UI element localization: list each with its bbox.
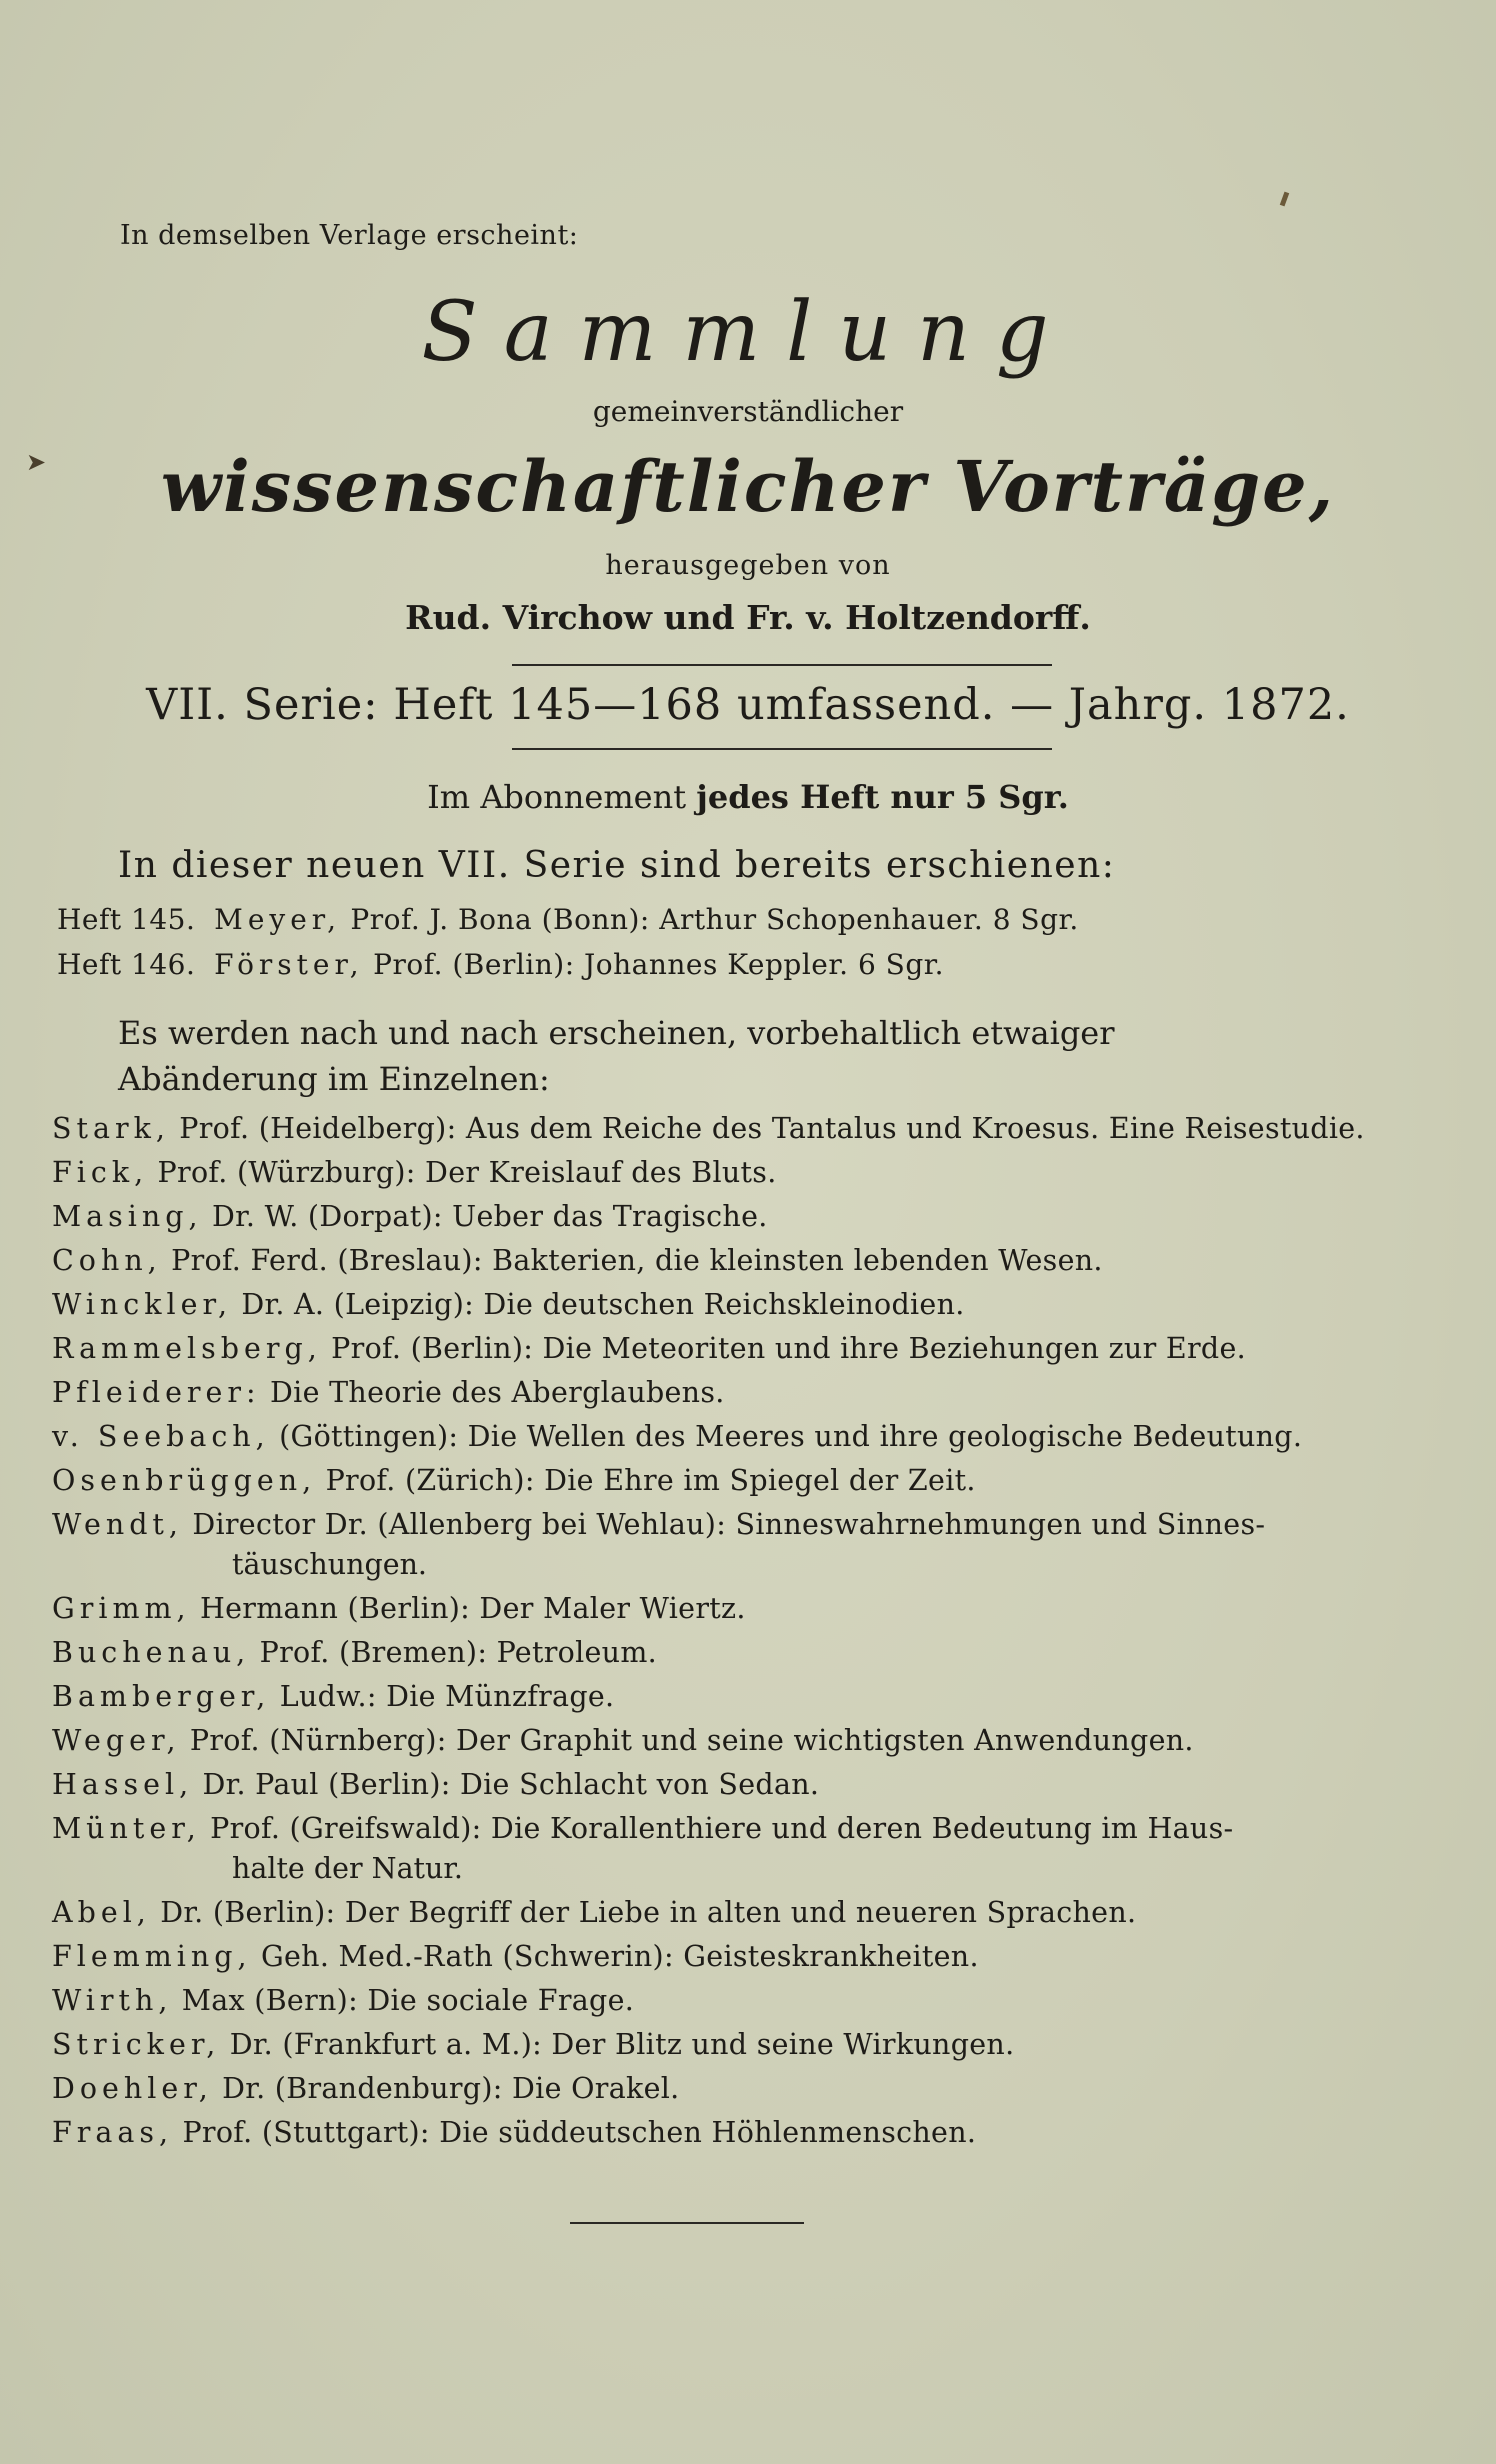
collection-title-line2: wissenschaftlicher Vorträge, bbox=[160, 445, 1336, 528]
subscription-note bbox=[0, 778, 1496, 816]
divider-top bbox=[512, 664, 1052, 666]
list-item bbox=[52, 1724, 1194, 1757]
entry-author: Münter, bbox=[52, 1812, 201, 1845]
list-item bbox=[52, 1940, 979, 1973]
entry-details: Dr. Paul (Berlin): Die Schlacht von Sedan. bbox=[202, 1768, 820, 1801]
entry-details: (Göttingen): Die Wellen des Meeres und ihre geologische Bedeutung. bbox=[279, 1420, 1303, 1453]
divider-bottom bbox=[512, 748, 1052, 750]
entry-details: Geh. Med.-Rath (Schwerin): Geisteskrankheiten. bbox=[260, 1940, 979, 1973]
entry-author: Rammelsberg, bbox=[52, 1332, 322, 1365]
entry-author: Bamberger, bbox=[52, 1680, 271, 1713]
entry-author: Fick, bbox=[52, 1156, 149, 1189]
entry-details: Dr. (Frankfurt a. M.): Der Blitz und seine Wirkungen. bbox=[229, 2028, 1015, 2061]
issue-number: Heft 145. bbox=[57, 903, 196, 936]
issue-details: Prof. J. Bona (Bonn): Arthur Schopenhauer. 8 Sgr. bbox=[350, 903, 1079, 936]
entry-author: Wendt, bbox=[52, 1508, 183, 1541]
subscription-prefix: Im Abonnement bbox=[427, 778, 687, 816]
list-item bbox=[52, 1200, 768, 1233]
issue-author: Meyer, bbox=[214, 903, 342, 936]
released-heading: In dieser neuen VII. Serie sind bereits erschienen: bbox=[118, 845, 1116, 886]
editor-label: herausgegeben von bbox=[605, 550, 891, 581]
list-item bbox=[52, 1464, 976, 1497]
forthcoming-heading: Es werden nach und nach erscheinen, vorbehaltlich etwaiger Abänderung im Einzelnen: bbox=[118, 1014, 1115, 1098]
closing-divider bbox=[570, 2222, 804, 2224]
subscription-price: jedes Heft nur 5 Sgr. bbox=[696, 778, 1069, 816]
entry-author: Abel, bbox=[52, 1896, 151, 1929]
issue-author: Förster, bbox=[214, 948, 364, 981]
list-item bbox=[52, 1112, 1365, 1145]
entry-details: Prof. (Würzburg): Der Kreislauf des Bluts. bbox=[157, 1156, 777, 1189]
collection-title: Sammlung bbox=[421, 285, 1075, 380]
entry-details: Die Theorie des Aberglaubens. bbox=[270, 1376, 725, 1409]
list-item bbox=[52, 1508, 1265, 1541]
entry-author: Cohn, bbox=[52, 1244, 162, 1277]
list-item-continuation: täuschungen. bbox=[232, 1548, 427, 1581]
entry-author: Flemming, bbox=[52, 1940, 252, 1973]
margin-arrow-mark: ➤ bbox=[26, 448, 47, 476]
editors: Rud. Virchow und Fr. v. Holtzendorff. bbox=[405, 598, 1091, 637]
entry-author: Stark, bbox=[52, 1112, 170, 1145]
entry-author: Doehler, bbox=[52, 2072, 213, 2105]
entry-details: Director Dr. (Allenberg bei Wehlau): Sinneswahrnehmungen und Sinnes- bbox=[192, 1508, 1266, 1541]
list-item bbox=[52, 1592, 746, 1625]
ink-speck bbox=[1280, 192, 1289, 207]
issue-details: Prof. (Berlin): Johannes Keppler. 6 Sgr. bbox=[373, 948, 944, 981]
entry-author: Winckler, bbox=[52, 1288, 233, 1321]
entry-author: Weger, bbox=[52, 1724, 181, 1757]
list-item bbox=[52, 1244, 1103, 1277]
series-info: VII. Serie: Heft 145—168 umfassend. — Jahrg. 1872. bbox=[146, 680, 1350, 730]
entry-details: Max (Bern): Die sociale Frage. bbox=[181, 1984, 635, 2017]
list-item-continuation: halte der Natur. bbox=[232, 1852, 463, 1885]
entry-author: Masing, bbox=[52, 1200, 203, 1233]
entry-author: Fraas, bbox=[52, 2116, 174, 2149]
list-item bbox=[52, 1288, 965, 1321]
list-item bbox=[52, 1376, 725, 1409]
issue-number: Heft 146. bbox=[57, 948, 196, 981]
list-item bbox=[52, 1156, 777, 1189]
entry-author: Buchenau, bbox=[52, 1636, 251, 1669]
list-item bbox=[52, 2028, 1014, 2061]
entry-author: Stricker, bbox=[52, 2028, 221, 2061]
entry-details: Prof. (Greifswald): Die Korallenthiere und deren Bedeutung im Haus- bbox=[210, 1812, 1234, 1845]
entry-details: Prof. (Zürich): Die Ehre im Spiegel der Zeit. bbox=[325, 1464, 976, 1497]
entry-details: Hermann (Berlin): Der Maler Wiertz. bbox=[199, 1592, 746, 1625]
entry-details: Prof. (Nürnberg): Der Graphit und seine wichtigsten Anwendungen. bbox=[189, 1724, 1194, 1757]
entry-details: Dr. W. (Dorpat): Ueber das Tragische. bbox=[211, 1200, 768, 1233]
entry-details: Ludw.: Die Münzfrage. bbox=[279, 1680, 615, 1713]
list-item bbox=[52, 1332, 1246, 1365]
list-item bbox=[52, 1896, 1136, 1929]
issue-row bbox=[57, 903, 1079, 936]
list-item bbox=[52, 1636, 657, 1669]
entry-details: Dr. A. (Leipzig): Die deutschen Reichskleinodien. bbox=[241, 1288, 965, 1321]
entry-details: Prof. (Heidelberg): Aus dem Reiche des Tantalus und Kroesus. Eine Reisestudie. bbox=[179, 1112, 1365, 1145]
entry-author: Hassel, bbox=[52, 1768, 194, 1801]
entry-details: Dr. (Brandenburg): Die Orakel. bbox=[222, 2072, 680, 2105]
entry-details: Prof. (Bremen): Petroleum. bbox=[259, 1636, 658, 1669]
list-item bbox=[52, 2116, 976, 2149]
entry-details: Dr. (Berlin): Der Begriff der Liebe in alten und neueren Sprachen. bbox=[160, 1896, 1137, 1929]
publisher-intro: In demselben Verlage erscheint: bbox=[120, 220, 579, 251]
entry-details: Prof. Ferd. (Breslau): Bakterien, die kleinsten lebenden Wesen. bbox=[171, 1244, 1103, 1277]
list-item bbox=[52, 1984, 634, 2017]
list-item bbox=[52, 1812, 1233, 1845]
entry-details: Prof. (Stuttgart): Die süddeutschen Höhlenmenschen. bbox=[182, 2116, 977, 2149]
list-item bbox=[52, 1768, 819, 1801]
collection-subtitle: gemeinverständlicher bbox=[592, 395, 904, 428]
entry-author: Osenbrüggen, bbox=[52, 1464, 317, 1497]
entry-author: Grimm, bbox=[52, 1592, 191, 1625]
list-item bbox=[52, 1680, 614, 1713]
issue-row bbox=[57, 948, 944, 981]
entry-author: v. Seebach, bbox=[52, 1420, 270, 1453]
entry-details: Prof. (Berlin): Die Meteoriten und ihre Beziehungen zur Erde. bbox=[331, 1332, 1246, 1365]
entry-author: Wirth, bbox=[52, 1984, 173, 2017]
entry-author: Pfleiderer: bbox=[52, 1376, 261, 1409]
list-item bbox=[52, 1420, 1302, 1453]
list-item bbox=[52, 2072, 680, 2105]
